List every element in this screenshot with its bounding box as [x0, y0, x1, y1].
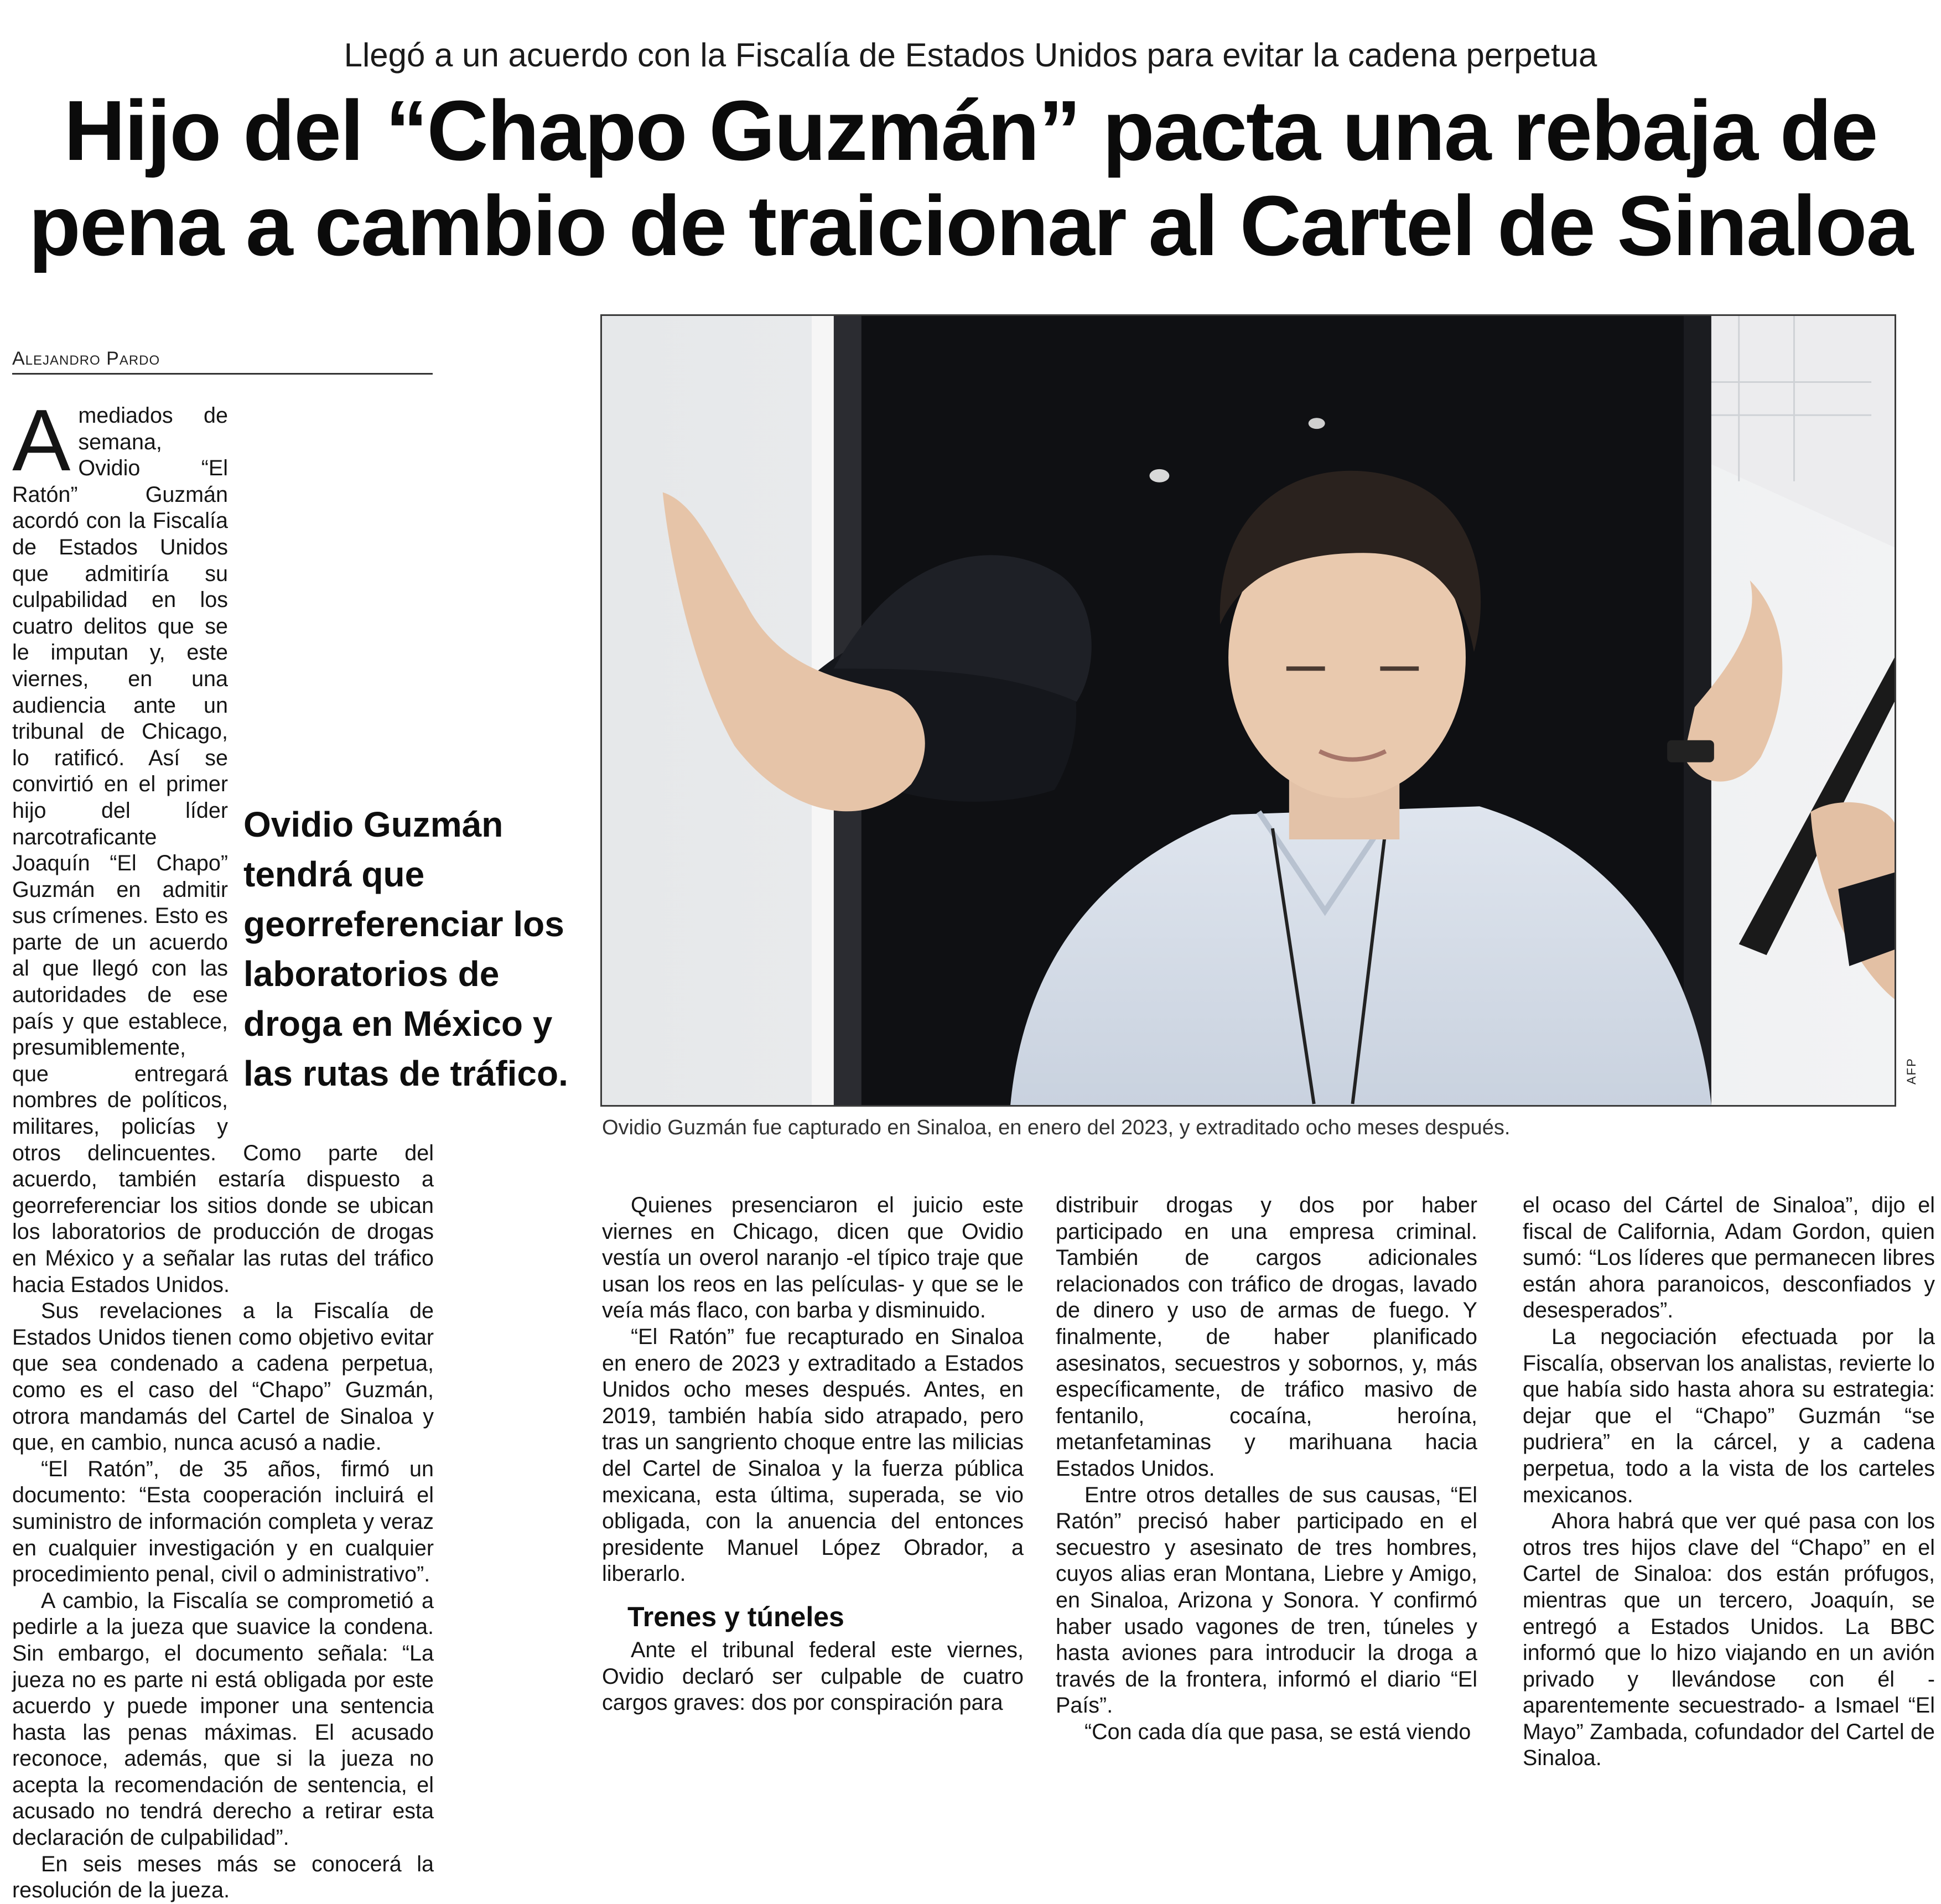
paragraph: “El Ratón” fue recapturado en Sinaloa en enero de 2023 y extraditado a Estados Unidos ocho meses después. Antes, en 2019, también había sido atrapado, pero tras un sangriento choque entre las milicias del Cartel de Sinaloa y la fuerza pública mexicana, esta última, superada, se vio obligada, con la anuencia del entonces presidente Manuel López Obrador, a liberarlo. — [602, 1324, 1024, 1586]
paragraph: La negociación efectuada por la Fiscalía, observan los analistas, revierte lo que había sido hasta ahora su estrategia: dejar que el “Chapo” Guzmán “se pudriera” en la cárcel, y a cadena perpetua, todo a la vista de los carteles mexicanos. — [1523, 1324, 1935, 1507]
article-column-3 — [1056, 1192, 1477, 1745]
byline-author: Alejandro Pardo — [12, 348, 160, 369]
kicker: Llegó a un acuerdo con la Fiscalía de Estados Unidos para evitar la cadena perpetua — [344, 37, 1597, 74]
drop-cap: A — [12, 392, 71, 489]
headline: Hijo del “Chapo Guzmán” pacta una rebaja de pena a cambio de traicionar al Cartel de Sinaloa — [28, 83, 1913, 273]
article-column-2 — [602, 1192, 1024, 1716]
subheading: Trenes y túneles — [627, 1601, 844, 1632]
paragraph: Sus revelaciones a la Fiscalía de Estados Unidos tienen como objetivo evitar que sea condenado a cadena perpetua, como es el caso del “Chapo” Guzmán, otrora mandamás del Cartel de Sinaloa y que, en cambio, nunca acusó a nadie. — [12, 1299, 434, 1455]
paragraph: Quienes presenciaron el juicio este viernes en Chicago, dicen que Ovidio vestía un overol naranjo -el típico traje que usan los reos en las películas- y que se le veía más flaco, con barba y disminuido. — [602, 1193, 1024, 1323]
photo-credit: AFP — [1904, 1057, 1918, 1085]
photo-caption: Ovidio Guzmán fue capturado en Sinaloa, en enero del 2023, y extraditado ocho meses después. — [602, 1116, 1511, 1139]
article-photo — [600, 314, 1896, 1107]
paragraph: Ahora habrá que ver qué pasa con los otros tres hijos clave del “Chapo” en el Cartel de Sinaloa: dos están prófugos, mientras que un tercero, Joaquín, se entregó a Estados Unidos. La BBC informó que lo hizo viajando en un avión privado y llevándose con él -aparentemente secuestrado- a Ismael “El Mayo” Zambada, cofundador del Cartel de Sinaloa. — [1523, 1509, 1935, 1771]
paragraph: distribuir drogas y dos por haber participado en una empresa criminal. También de cargos adicionales relacionados con tráfico de drogas, lavado de dinero y uso de armas de fuego. Y finalmente, de haber planificado asesinatos, secuestros y sobornos, y, más específicamente, de tráfico masivo de fentanilo, cocaína, heroína, metanfetaminas y marihuana hacia Estados Unidos. — [1056, 1193, 1477, 1481]
paragraph: Entre otros detalles de sus causas, “El Ratón” precisó haber participado en el secuestro y asesinato de tres hombres, cuyos alias eran Montana, Liebre y Amigo, en Sinaloa, Arizona y Sonora. Y confirmó haber usado vagones de tren, túneles y hasta aviones para introducir la droga a través de la frontera, informó el diario “El País”. — [1056, 1482, 1477, 1718]
paragraph: Ante el tribunal federal este viernes, Ovidio declaró ser culpable de cuatro cargos graves: dos por conspiración para — [602, 1637, 1024, 1715]
paragraph: mediados de semana, Ovidio “El Ratón” Guzmán acordó con la Fiscalía de Estados Unidos que admitiría su culpabilidad en los cuatro delitos que se le imputan y, este viernes, en una audiencia ante un tribunal de Chicago, lo ratificó. Así se convirtió en el primer hijo del líder narcotraficante Joaquín “El Chapo” Guzmán en admitir sus crímenes. Esto es parte de un acuerdo al que llegó con las autoridades de ese país y que establece, presumiblemente, que entregará nombres de políticos, militares, policías y otros delincuentes. Como parte del acuerdo, también estaría dispuesto a georreferenciar los sitios donde se ubican los laboratorios de producción de drogas en México y a señalar las rutas del tráfico hacia Estados Unidos. — [12, 403, 434, 1297]
photo-illustration — [602, 316, 1895, 1105]
paragraph: “El Ratón”, de 35 años, firmó un documento: “Esta cooperación incluirá el suministro de información completa y veraz en cualquier investigación y en cualquier procedimiento penal, civil o administrativo”. — [12, 1456, 434, 1587]
pullquote: Ovidio Guzmán tendrá que georreferenciar los laboratorios de droga en México y las rutas de tráfico. — [243, 805, 568, 1093]
paragraph: A cambio, la Fiscalía se comprometió a pedirle a la jueza que suavice la condena. Sin embargo, el documento señala: “La jueza no es parte ni está obligada por este acuerdo y puede imponer una sentencia hasta las penas máximas. El acusado reconoce, además, que si la jueza no acepta la recomendación de sentencia, el acusado no tendrá derecho a retirar esta declaración de culpabilidad”. — [12, 1588, 434, 1850]
byline — [12, 346, 433, 375]
article-column-4 — [1523, 1192, 1935, 1772]
paragraph: “Con cada día que pasa, se está viendo — [1084, 1719, 1471, 1744]
paragraph: el ocaso del Cártel de Sinaloa”, dijo el fiscal de California, Adam Gordon, quien sumó: “Los líderes que permanecen libres están ahora paranoicos, desconfiados y desesperados”. — [1523, 1193, 1935, 1323]
paragraph: En seis meses más se conocerá la resolución de la jueza. — [12, 1851, 434, 1903]
